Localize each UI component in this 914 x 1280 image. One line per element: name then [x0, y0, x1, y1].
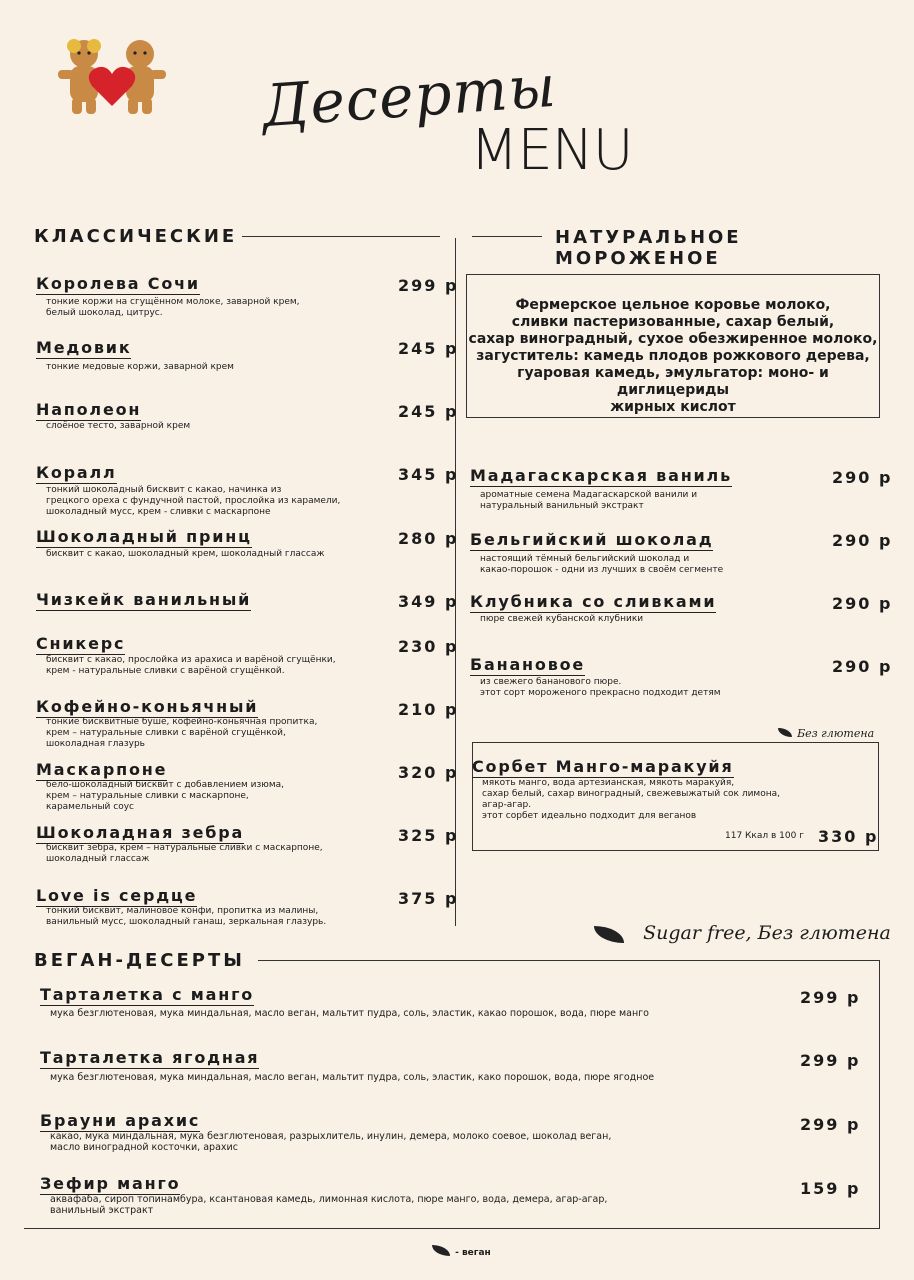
classic-item-price: 245 р — [398, 339, 459, 358]
classic-item-name: Love is сердце — [36, 886, 198, 905]
vegan-item-price: 299 р — [800, 1115, 861, 1134]
icecream-item-price: 290 р — [832, 657, 893, 676]
classic-item-name: Шоколадная зебра — [36, 823, 245, 842]
leaf-icon — [778, 728, 792, 737]
classic-item-name: Медовик — [36, 338, 132, 357]
classic-heading: КЛАССИЧЕСКИЕ — [34, 226, 238, 247]
classic-item-price: 280 р — [398, 529, 459, 548]
classic-item-desc: тонкий бисквит, малиновое конфи, пропитка из малины, ванильный мусс, шоколадный ганаш, зеркальная глазурь. — [46, 906, 327, 927]
classic-item-desc: бисквит с какао, прослойка из арахиса и варёной сгущёнки, крем - натуральные сливки с варёной сгущёнкой. — [46, 655, 336, 676]
icecream-item-desc: настоящий тёмный бельгийский шоколад и какао-порошок - одни из лучших в своём сегменте — [480, 554, 724, 575]
classic-item-price: 210 р — [398, 700, 459, 719]
classic-item-price: 230 р — [398, 637, 459, 656]
sorbet-price: 330 р — [818, 827, 879, 846]
ingredients-box — [466, 274, 880, 418]
icecream-heading: НАТУРАЛЬНОЕ МОРОЖЕНОЕ — [555, 227, 742, 269]
classic-item-name: Наполеон — [36, 400, 142, 419]
icecream-item-desc: ароматные семена Мадагаскарской ванили и натуральный ванильный экстракт — [480, 490, 698, 511]
classic-item-name: Чизкейк ванильный — [36, 590, 252, 609]
classic-item-name: Коралл — [36, 463, 117, 482]
classic-item-price: 349 р — [398, 592, 459, 611]
vegan-box — [24, 960, 880, 1229]
classic-item-price: 375 р — [398, 889, 459, 908]
divider — [472, 236, 542, 237]
icecream-item-price: 290 р — [832, 468, 893, 487]
sorbet-box — [472, 742, 879, 851]
vegan-item-name: Зефир манго — [40, 1174, 181, 1193]
classic-item-price: 299 р — [398, 276, 459, 295]
sorbet-desc: мякоть манго, вода артезианская, мякоть маракуйя, сахар белый, сахар виноградный, свежевыжатый сок лимона, агар-агар. этот сорбет идеально подходит для веганов — [482, 778, 780, 821]
gingerbread-couple-icon — [56, 36, 166, 118]
icecream-item-name: Банановое — [470, 655, 586, 674]
vegan-legend — [432, 1240, 491, 1259]
icecream-item-desc: из свежего бананового пюре. этот сорт мороженого прекрасно подходит детям — [480, 677, 721, 698]
icecream-item-price: 290 р — [832, 531, 893, 550]
divider — [242, 236, 440, 237]
sorbet-name: Сорбет Манго-маракуйя — [472, 757, 734, 776]
vegan-badge — [594, 922, 891, 944]
vegan-item-price: 299 р — [800, 1051, 861, 1070]
icecream-item-name: Клубника со сливками — [470, 592, 717, 611]
vegan-item-desc: мука безглютеновая, мука миндальная, масло веган, мальтит пудра, соль, эластик, како порошок, вода, пюре ягодное — [50, 1072, 655, 1083]
classic-item-price: 245 р — [398, 402, 459, 421]
classic-item-price: 345 р — [398, 465, 459, 484]
vegan-item-name: Брауни арахис — [40, 1111, 201, 1130]
classic-item-name: Сникерс — [36, 634, 126, 653]
classic-item-desc: бисквит зебра, крем – натуральные сливки с маскарпоне, шоколадный глассаж — [46, 843, 323, 864]
vegan-item-desc: мука безглютеновая, мука миндальная, масло веган, мальтит пудра, соль, эластик, какао порошок, вода, пюре манго — [50, 1008, 649, 1019]
classic-item-desc: тонкие коржи на сгущённом молоке, заварной крем, белый шоколад, цитрус. — [46, 297, 300, 318]
menu-title: MENU — [470, 118, 633, 183]
classic-item-desc: тонкие бисквитные буше, кофейно-коньячная пропитка, крем – натуральные сливки с варёной сгущёнкой, шоколадная глазурь — [46, 717, 318, 749]
vegan-legend-label: - веган — [455, 1248, 491, 1258]
icecream-item-price: 290 р — [832, 594, 893, 613]
leaf-icon — [432, 1245, 450, 1256]
vegan-item-price: 159 р — [800, 1179, 861, 1198]
vegan-item-desc: аквафаба, сироп топинамбура, ксантановая камедь, лимонная кислота, пюре манго, вода, демера, агар-агар, ванильный экстракт — [50, 1194, 608, 1216]
vegan-item-desc: какао, мука миндальная, мука безглютеновая, разрыхлитель, инулин, демера, молоко соевое, шоколад веган, масло виноградной косточки, арахис — [50, 1131, 612, 1153]
menu-title-script: Десерты — [259, 51, 559, 141]
classic-item-desc: бело-шоколадный бисквит с добавлением изюма, крем – натуральные сливки с маскарпоне, карамельный соус — [46, 780, 285, 812]
vegan-item-price: 299 р — [800, 988, 861, 1007]
gluten-free-label: Без глютена — [797, 727, 875, 740]
classic-item-desc: тонкий шоколадный бисквит с какао, начинка из грецкого ореха с фундучной пастой, прослойка из карамели, шоколадный мусс, крем - сливки с маскарпоне — [46, 485, 341, 517]
vegan-item-name: Тарталетка с манго — [40, 985, 255, 1004]
classic-item-name: Королева Сочи — [36, 274, 200, 293]
classic-item-price: 325 р — [398, 826, 459, 845]
classic-item-desc: слоёное тесто, заварной крем — [46, 421, 191, 431]
icecream-item-name: Мадагаскарская ваниль — [470, 466, 732, 485]
vegan-badge-label: Sugar free, Без глютена — [643, 922, 891, 944]
classic-item-name: Шоколадный принц — [36, 527, 252, 546]
gluten-free-note — [778, 722, 874, 741]
leaf-icon — [594, 926, 624, 943]
vegan-heading: ВЕГАН-ДЕСЕРТЫ — [34, 950, 245, 971]
icecream-item-desc: пюре свежей кубанской клубники — [480, 614, 644, 624]
classic-item-name: Кофейно-коньячный — [36, 697, 259, 716]
icecream-item-name: Бельгийский шоколад — [470, 530, 714, 549]
classic-item-desc: бисквит с какао, шоколадный крем, шоколадный глассаж — [46, 549, 325, 559]
classic-item-name: Маскарпоне — [36, 760, 168, 779]
ingredients-text: Фермерское цельное коровье молоко, сливки пастеризованные, сахар белый, сахар виноградный, сухое обезжиренное молоко, загуститель: камедь плодов рожкового дерева, гуаровая камедь, эмульгатор: моно- и диглицериды жирных кислот — [468, 297, 878, 415]
vegan-item-name: Тарталетка ягодная — [40, 1048, 260, 1067]
sorbet-kcal: 117 Ккал в 100 г — [725, 831, 804, 841]
classic-item-desc: тонкие медовые коржи, заварной крем — [46, 362, 234, 372]
classic-item-price: 320 р — [398, 763, 459, 782]
